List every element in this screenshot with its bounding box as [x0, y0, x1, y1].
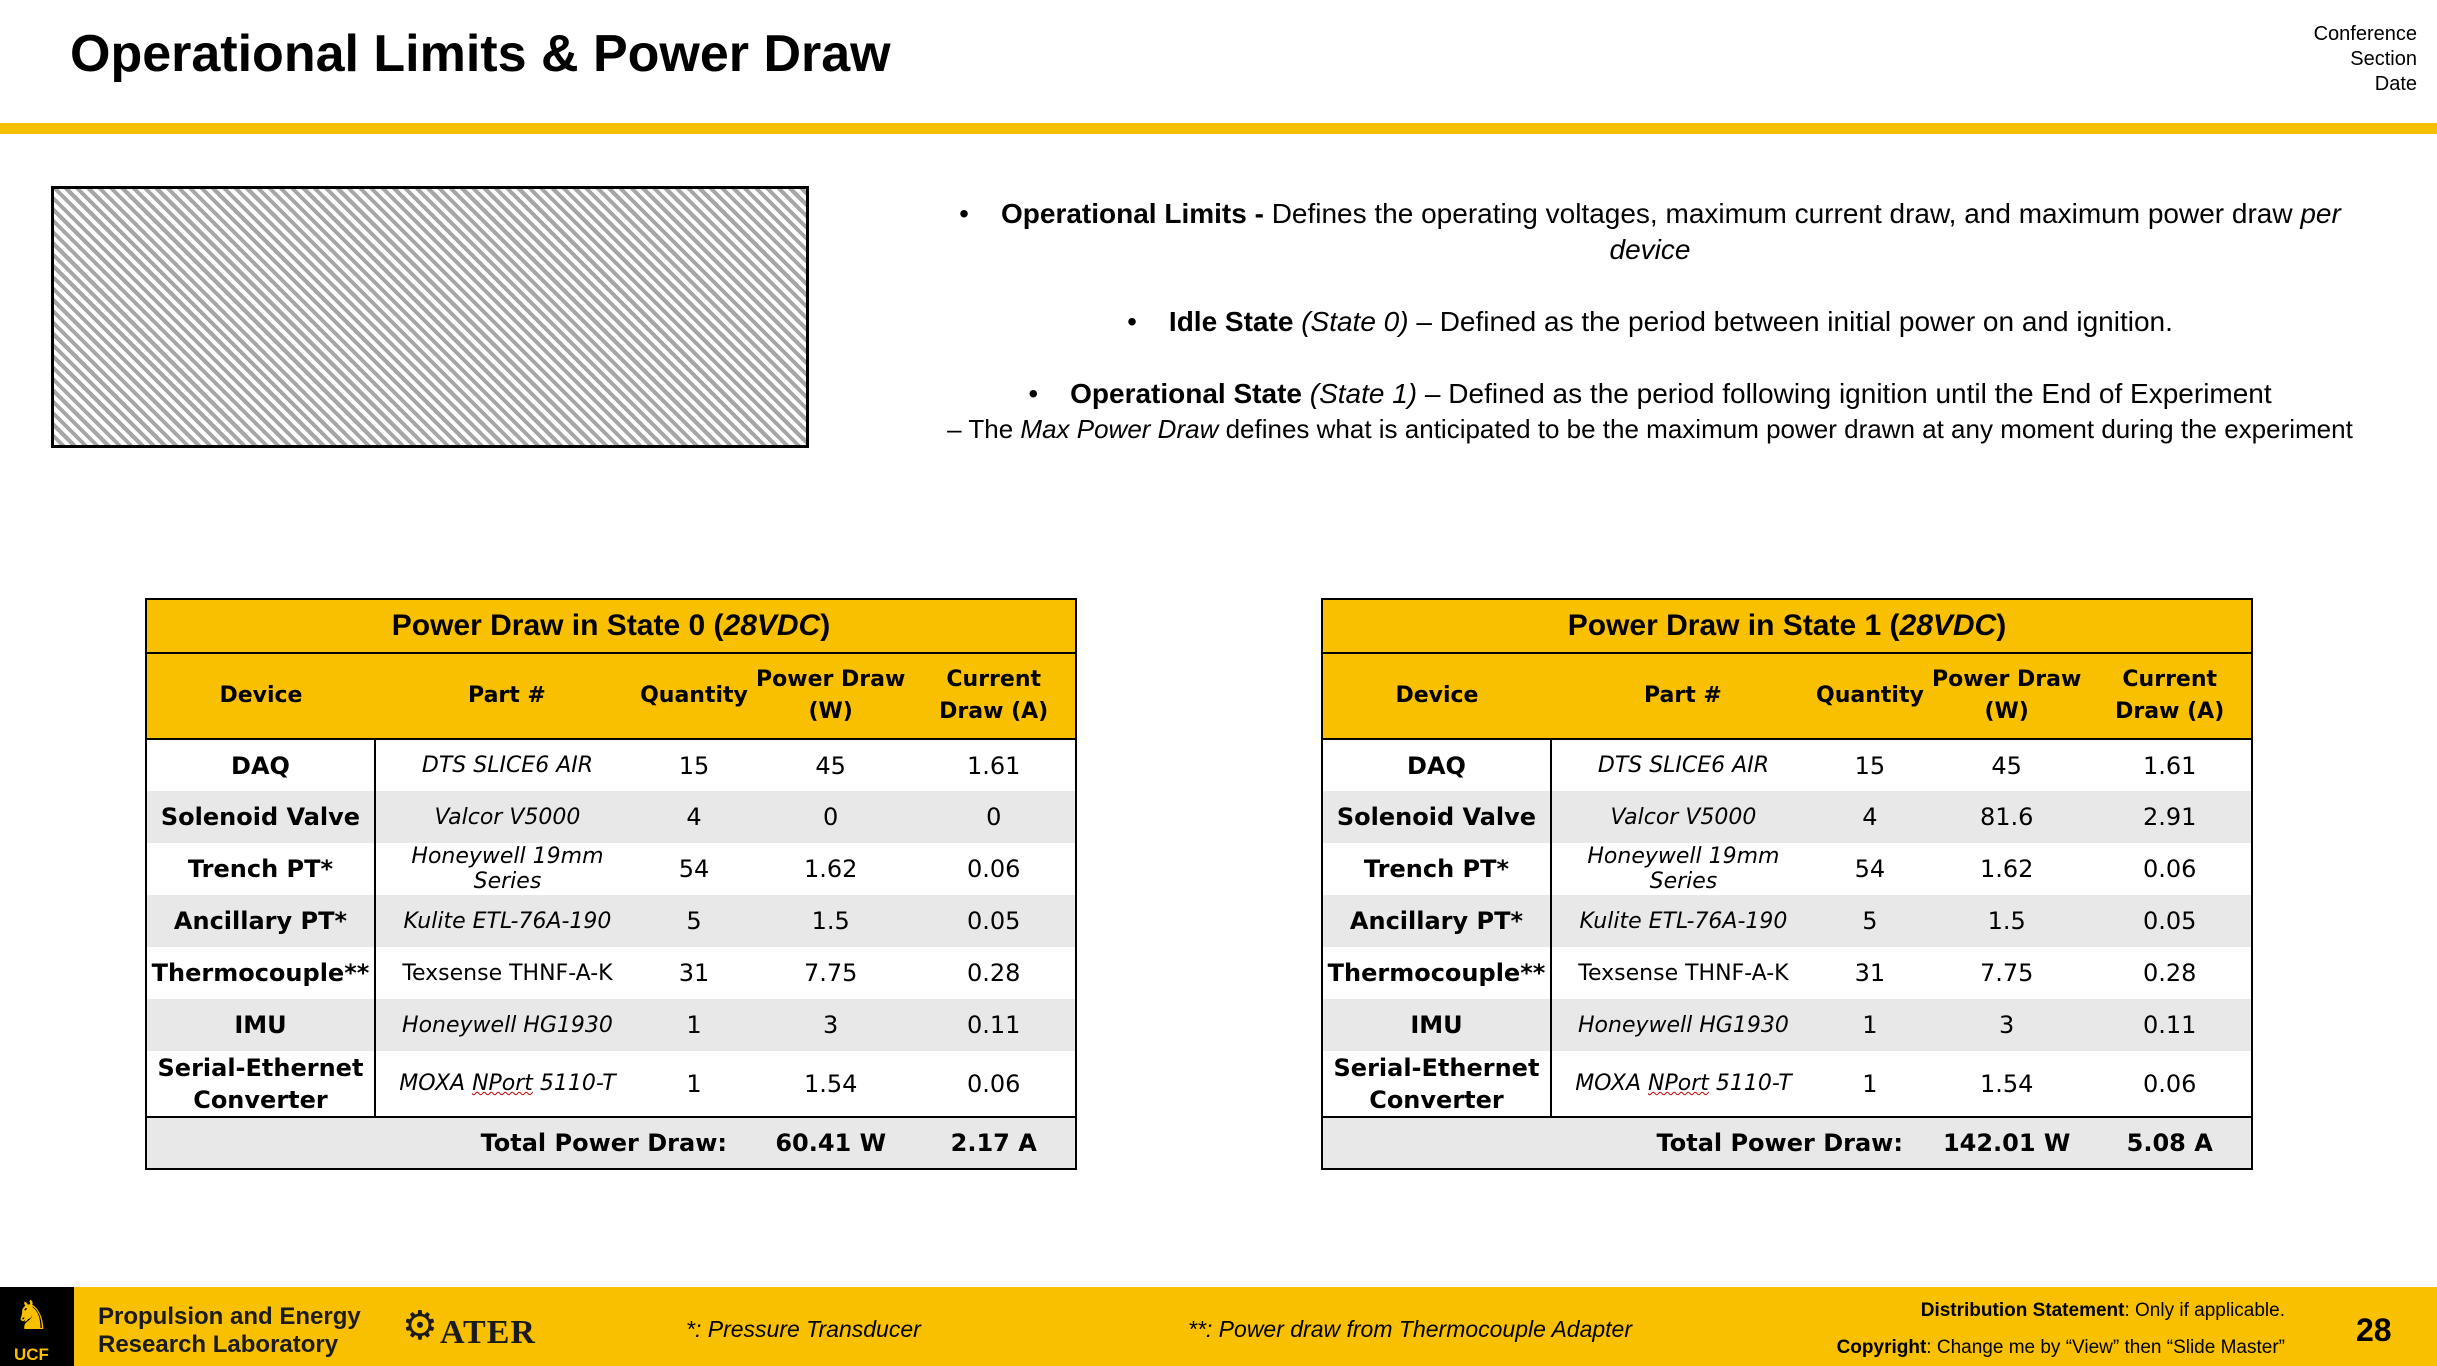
cater-gear-icon: ⚙ [402, 1304, 438, 1348]
col-header: Part # [375, 653, 639, 739]
table-row: Trench PT* Honeywell 19mm Series 54 1.62 0.06 [1322, 843, 2252, 895]
copyright-statement: Copyright: Change me by “View” then “Slide Master” [1836, 1337, 2285, 1358]
bullet-operational-limits: • Operational Limits - Defines the operating voltages, maximum current draw, and maximum power draw per device [959, 198, 2341, 265]
distribution-statement: Distribution Statement: Only if applicable. [1920, 1300, 2285, 1321]
state0-table [145, 598, 1077, 1170]
total-row: Total Power Draw: 60.41 W 2.17 A [146, 1117, 1076, 1169]
image-placeholder [51, 186, 809, 448]
bullet-list [920, 196, 2380, 446]
corner-info [2314, 22, 2417, 97]
col-header: Quantity [1815, 653, 1925, 739]
table-row: DAQ DTS SLICE6 AIR 15 45 1.61 [146, 739, 1076, 791]
footnote-pressure: *: Pressure Transducer [686, 1316, 921, 1342]
table-row: DAQ DTS SLICE6 AIR 15 45 1.61 [1322, 739, 2252, 791]
ucf-logo-text: UCF [14, 1345, 49, 1364]
total-row: Total Power Draw: 142.01 W 5.08 A [1322, 1117, 2252, 1169]
total-current: 5.08 A [2088, 1117, 2252, 1169]
table-row: Serial-Ethernet Converter MOXA NPort 5110-T 1 1.54 0.06 [146, 1051, 1076, 1117]
col-header: Device [1322, 653, 1551, 739]
table-caption: Power Draw in State 1 (28VDC) [1322, 599, 2252, 653]
table-row: Serial-Ethernet Converter MOXA NPort 5110-T 1 1.54 0.06 [1322, 1051, 2252, 1117]
table-row: IMU Honeywell HG1930 1 3 0.11 [1322, 999, 2252, 1051]
table-row: IMU Honeywell HG1930 1 3 0.11 [146, 999, 1076, 1051]
table-row: Solenoid Valve Valcor V5000 4 81.6 2.91 [1322, 791, 2252, 843]
section-label: Section [2350, 48, 2417, 70]
page-number: 28 [2356, 1312, 2392, 1348]
col-header: Power Draw (W) [749, 653, 912, 739]
footnote-thermocouple: **: Power draw from Thermocouple Adapter [1188, 1316, 1633, 1342]
col-header: Current Draw (A) [912, 653, 1076, 739]
table-row: Ancillary PT* Kulite ETL-76A-190 5 1.5 0.05 [1322, 895, 2252, 947]
table-caption: Power Draw in State 0 (28VDC) [146, 599, 1076, 653]
table-row: Thermocouple** Texsense THNF-A-K 31 7.75 0.28 [1322, 947, 2252, 999]
col-header: Quantity [639, 653, 749, 739]
pegasus-icon: ♞ [14, 1294, 50, 1338]
total-current: 2.17 A [912, 1117, 1076, 1169]
col-header: Part # [1551, 653, 1815, 739]
date-label: Date [2374, 73, 2417, 95]
sub-bullet-max-power: – The Max Power Draw defines what is anticipated to be the maximum power drawn at any moment during the experiment [947, 414, 2353, 444]
lab-logo: Propulsion and Energy Research Laboratory [98, 1303, 361, 1358]
bullet-operational-state: • Operational State (State 1) – Defined as the period following ignition until the End of Experiment [1028, 378, 2272, 409]
col-header: Device [146, 653, 375, 739]
header-divider [0, 123, 2437, 134]
col-header: Current Draw (A) [2088, 653, 2252, 739]
total-power: 142.01 W [1925, 1117, 2089, 1169]
total-power: 60.41 W [749, 1117, 912, 1169]
table-row: Ancillary PT* Kulite ETL-76A-190 5 1.5 0.05 [146, 895, 1076, 947]
cater-logo: ATER [440, 1314, 536, 1351]
table-row: Solenoid Valve Valcor V5000 4 0 0 [146, 791, 1076, 843]
table-row: Trench PT* Honeywell 19mm Series 54 1.62 0.06 [146, 843, 1076, 895]
conference-label: Conference [2313, 23, 2417, 45]
table-row: Thermocouple** Texsense THNF-A-K 31 7.75 0.28 [146, 947, 1076, 999]
slide-title: Operational Limits & Power Draw [70, 25, 891, 83]
bullet-idle-state: • Idle State (State 0) – Defined as the period between initial power on and ignition. [1127, 306, 2173, 337]
state1-table [1321, 598, 2253, 1170]
col-header: Power Draw (W) [1925, 653, 2089, 739]
